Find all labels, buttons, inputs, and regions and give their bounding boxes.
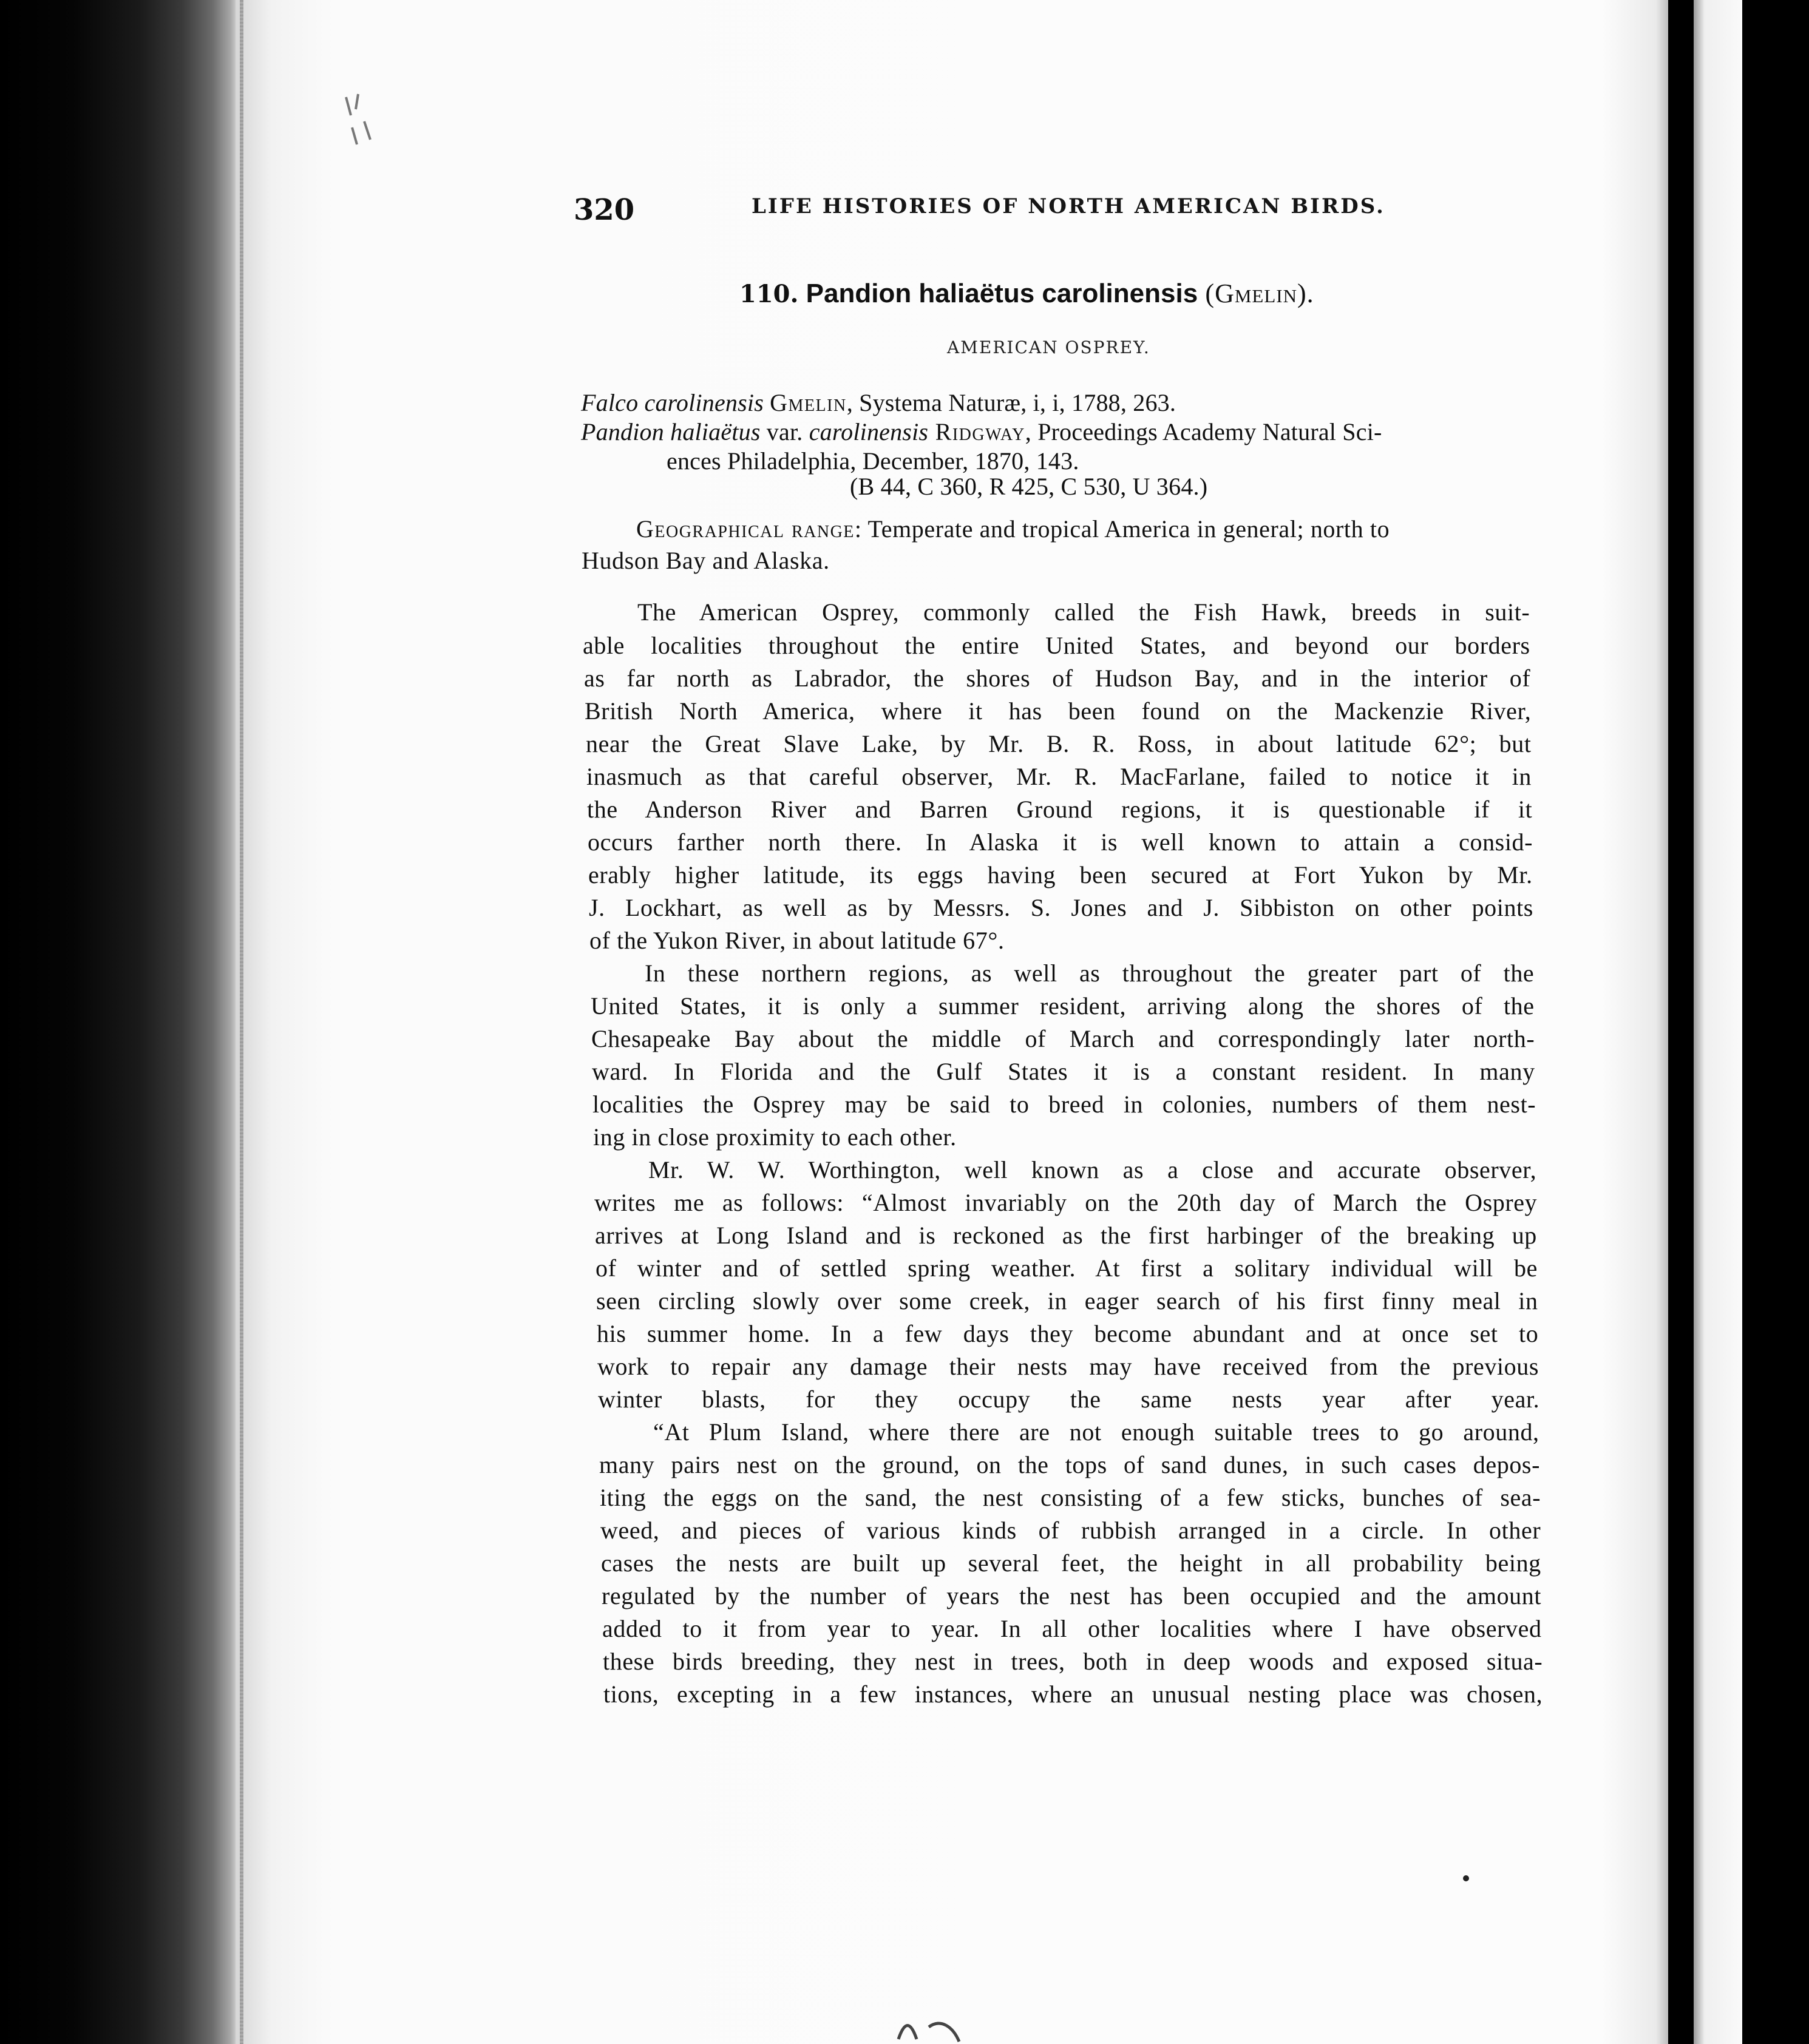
paragraph-line: seen circling slowly over some creek, in eager search of his first finny meal in — [596, 1287, 1538, 1315]
paragraph-line: erably higher latitude, its eggs having been secured at Fort Yukon by Mr. — [588, 861, 1533, 888]
range-text: : Temperate and tropical America in general; north to — [854, 515, 1390, 543]
paragraph-line: “At Plum Island, where there are not enough suitable trees to go around, — [653, 1418, 1539, 1446]
paragraph-line: writes me as follows: “Almost invariably on the 20th day of March the Osprey — [594, 1189, 1538, 1216]
species-author-open: ( — [1205, 279, 1215, 308]
paragraph-line: Chesapeake Bay about the middle of March and correspondingly later north- — [591, 1025, 1535, 1052]
page-number: 320 — [574, 193, 635, 227]
paragraph-line: British North America, where it has been found on the Mackenzie River, — [585, 697, 1532, 725]
synonym-name: Falco carolinensis — [581, 389, 764, 416]
common-name: AMERICAN OSPREY. — [947, 337, 1150, 357]
range-label: Geographical range — [636, 515, 855, 543]
paragraph-line: able localities throughout the entire United States, and beyond our borders — [583, 632, 1530, 659]
paragraph-line: cases the nests are built up several feet, the height in all probability being — [601, 1549, 1541, 1577]
paragraph-line: winter blasts, for they occupy the same nests year after year. — [598, 1386, 1540, 1413]
synonym-name: Pandion haliaëtus — [581, 418, 761, 445]
synonym-citation: , Systema Naturæ, i, i, 1788, 263. — [846, 389, 1176, 416]
paragraph-line: added to it from year to year. In all other localities where I have observed — [602, 1615, 1542, 1642]
paragraph-line: ward. In Florida and the Gulf States it is a constant resident. In many — [592, 1058, 1535, 1085]
synonym-author: Gmelin — [770, 389, 847, 416]
species-number: 110. — [739, 280, 799, 308]
paragraph-line: inasmuch as that careful observer, Mr. R. MacFarlane, failed to notice it in — [586, 763, 1532, 790]
paragraph-line: In these northern regions, as well as throughout the greater part of the — [645, 959, 1535, 987]
paragraph-line: occurs farther north there. In Alaska it is well known to attain a consid- — [588, 828, 1533, 856]
paragraph-line: work to repair any damage their nests may have received from the previous — [597, 1353, 1539, 1380]
synonymy-line-3: ences Philadelphia, December, 1870, 143. — [667, 447, 1079, 475]
paragraph-line: of winter and of settled spring weather. At first a solitary individual will be — [596, 1254, 1538, 1282]
paragraph-line: these birds breeding, they nest in trees, both in deep woods and exposed situa- — [603, 1648, 1543, 1675]
paragraph-line: ing in close proximity to each other. — [593, 1123, 957, 1151]
paragraph-line: of the Yukon River, in about latitude 67°. — [589, 927, 1005, 954]
synonym-var: var. — [760, 418, 809, 445]
paragraph-line: many pairs nest on the ground, on the tops of sand dunes, in such cases depos- — [599, 1451, 1541, 1478]
range-line-1 — [636, 515, 1390, 544]
paragraph-line: regulated by the number of years the nest has been occupied and the amount — [602, 1582, 1542, 1609]
paragraph-line: J. Lockhart, as well as by Messrs. S. Jones and J. Sibbiston on other points — [589, 894, 1533, 921]
running-title: LIFE HISTORIES OF NORTH AMERICAN BIRDS. — [752, 194, 1385, 218]
synonymy-line-4: (B 44, C 360, R 425, C 530, U 364.) — [850, 473, 1208, 500]
paragraph-line: United States, it is only a summer resident, arriving along the shores of the — [591, 992, 1535, 1020]
paragraph-line: arrives at Long Island and is reckoned as the first harbinger of the breaking up — [595, 1222, 1537, 1249]
species-scientific-name: Pandion haliaëtus carolinensis — [806, 279, 1198, 308]
paragraph-line: the Anderson River and Barren Ground regions, it is questionable if it — [587, 796, 1533, 823]
paragraph-line: The American Osprey, commonly called the Fish Hawk, breeds in suit- — [637, 598, 1530, 626]
paragraph-line: his summer home. In a few days they become abundant and at once set to — [597, 1320, 1539, 1347]
paragraph-line: localities the Osprey may be said to breed in colonies, numbers of them nest- — [592, 1091, 1536, 1118]
paragraph-line: Mr. W. W. Worthington, well known as a close and accurate observer, — [648, 1156, 1537, 1183]
species-heading — [739, 278, 1314, 309]
synonymy-line-2 — [581, 418, 1382, 447]
synonym-author: Ridgway — [928, 418, 1025, 445]
range-line-2: Hudson Bay and Alaska. — [582, 547, 830, 574]
species-author: Gmelin — [1215, 279, 1297, 308]
paragraph-line: near the Great Slave Lake, by Mr. B. R. Ross, in about latitude 62°; but — [586, 730, 1532, 757]
paragraph-line: weed, and pieces of various kinds of rubbish arranged in a circle. In other — [600, 1517, 1541, 1544]
species-author-close: ). — [1297, 279, 1314, 308]
paragraph-line: as far north as Labrador, the shores of Hudson Bay, and in the interior of — [584, 665, 1531, 692]
paragraph-line: tions, excepting in a few instances, where an unusual nesting place was chosen, — [603, 1680, 1543, 1708]
paragraph-line: iting the eggs on the sand, the nest consisting of a few sticks, bunches of sea- — [600, 1484, 1541, 1511]
synonym-subspecies: carolinensis — [809, 418, 929, 445]
synonymy-line-1 — [581, 388, 1176, 418]
synonym-citation: , Proceedings Academy Natural Sci- — [1025, 418, 1382, 445]
